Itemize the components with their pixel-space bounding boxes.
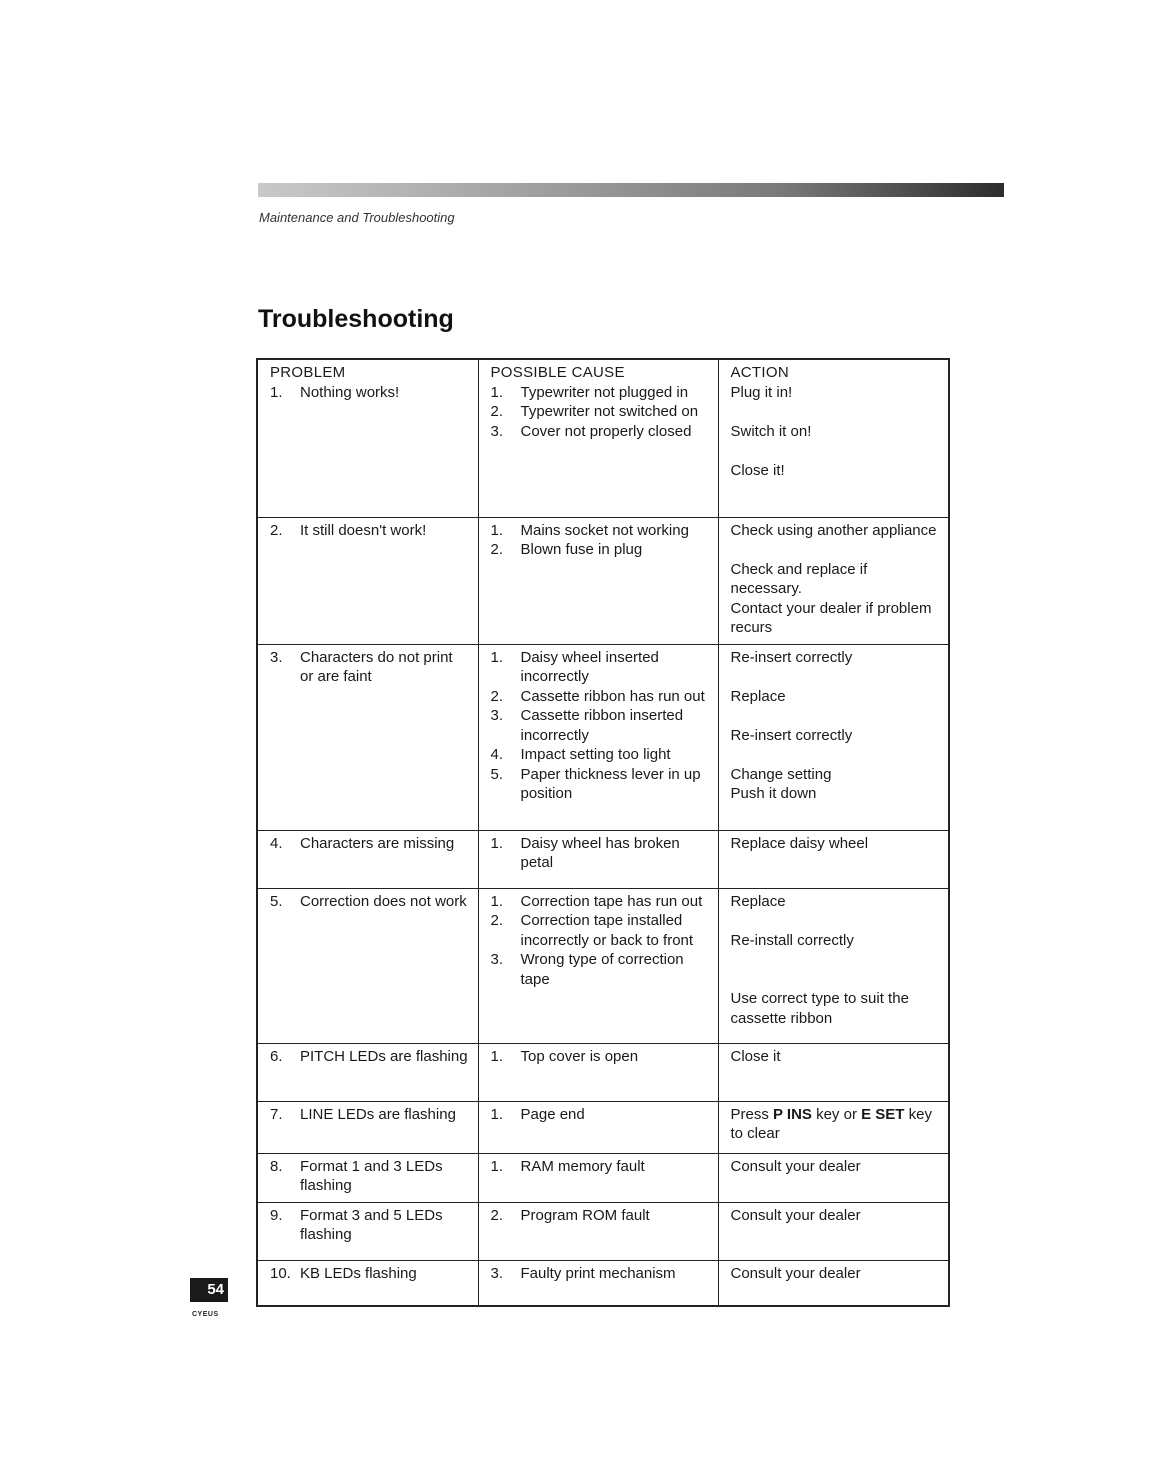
- cause-number: 4.: [490, 746, 504, 763]
- cause-cell: [478, 888, 718, 1043]
- action-text: Push it down: [730, 785, 817, 802]
- action-text: Plug it in!: [730, 383, 793, 401]
- cause-item: [491, 648, 710, 687]
- table-row: [257, 1101, 949, 1153]
- cause-item: [491, 1264, 710, 1284]
- action-cell: [718, 517, 949, 644]
- cause-number: 1.: [490, 383, 504, 401]
- problem-text: It still doesn't work!: [300, 521, 427, 539]
- cause-number: 2.: [490, 403, 504, 420]
- problem-text: Characters are missing: [300, 834, 455, 852]
- cause-number: 2.: [490, 1206, 504, 1224]
- problem-cell: [257, 1101, 478, 1153]
- cause-item: [491, 521, 710, 541]
- cause-item: [491, 745, 710, 765]
- cause-text: Correction tape installed incorrectly or back to front: [520, 912, 694, 949]
- cause-cell: [478, 1043, 718, 1101]
- cause-item: [491, 687, 710, 707]
- action-text: [731, 1106, 932, 1143]
- table-row: [257, 517, 949, 644]
- cause-number: 1.: [490, 892, 504, 910]
- action-cell: [718, 359, 949, 517]
- problem-number: 8.: [270, 1157, 283, 1175]
- cause-text: Impact setting too light: [520, 746, 671, 763]
- cause-item: [491, 706, 710, 745]
- problem-text: KB LEDs flashing: [300, 1264, 417, 1282]
- table-row: [257, 1202, 949, 1260]
- problem-cell: [257, 830, 478, 888]
- cause-number: 1.: [490, 1047, 504, 1065]
- action-text-part: Press: [730, 1105, 774, 1123]
- cause-cell: [478, 644, 718, 830]
- cause-text: Page end: [520, 1105, 585, 1123]
- action-text: Change setting: [730, 765, 832, 783]
- problem-cell: [257, 1043, 478, 1101]
- problem-number: 6.: [270, 1047, 283, 1065]
- cause-number: 1.: [490, 1157, 504, 1175]
- cause-item: [491, 540, 710, 560]
- cause-text: Cassette ribbon has run out: [520, 687, 705, 705]
- action-text: Consult your dealer: [730, 1206, 861, 1224]
- cause-number: 3.: [490, 1264, 504, 1282]
- action-text: Consult your dealer: [730, 1264, 861, 1282]
- cause-text: Wrong type of correction tape: [520, 951, 684, 988]
- cause-text: Daisy wheel inserted incorrectly: [520, 648, 659, 685]
- action-cell: [718, 1153, 949, 1202]
- problem-text: Format 1 and 3 LEDs flashing: [300, 1157, 443, 1194]
- problem-number: 7.: [270, 1105, 283, 1123]
- action-text: Close it!: [730, 461, 785, 479]
- action-text: Replace daisy wheel: [730, 834, 869, 852]
- cause-item: [491, 422, 710, 442]
- cause-item: [491, 911, 710, 950]
- action-cell: [718, 1260, 949, 1306]
- cause-item: [491, 950, 710, 989]
- action-text: Replace: [730, 892, 786, 910]
- page-title: Troubleshooting: [258, 305, 454, 333]
- problem-text: Characters do not print or are faint: [300, 648, 453, 685]
- cause-number: 2.: [490, 541, 504, 558]
- header-rule: [258, 183, 1004, 197]
- cause-number: 1.: [490, 648, 504, 666]
- cause-text: Faulty print mechanism: [520, 1264, 676, 1282]
- problem-number: 3.: [270, 648, 283, 666]
- problem-cell: [257, 359, 478, 517]
- problem-number: 9.: [270, 1206, 283, 1224]
- problem-number: 2.: [270, 521, 283, 539]
- key-name: E SET: [861, 1105, 905, 1123]
- column-header-cause: POSSIBLE CAUSE: [490, 364, 625, 381]
- action-text-part: key to clear: [730, 1105, 932, 1142]
- table-row: [257, 1260, 949, 1306]
- cause-text: Correction tape has run out: [520, 892, 703, 910]
- action-text: Contact your dealer if problem recurs: [730, 599, 932, 636]
- problem-text: LINE LEDs are flashing: [300, 1105, 456, 1123]
- cause-text: Daisy wheel has broken petal: [520, 834, 680, 871]
- action-text: Check and replace if necessary.: [730, 560, 868, 597]
- cause-number: 3.: [490, 951, 504, 968]
- problem-cell: [257, 517, 478, 644]
- page-number: 54: [190, 1278, 228, 1302]
- cause-cell: [478, 830, 718, 888]
- column-header-problem: PROBLEM: [270, 364, 346, 381]
- cause-item: [491, 1105, 710, 1125]
- cause-text: Cassette ribbon inserted incorrectly: [520, 707, 684, 744]
- problem-number: 10.: [270, 1264, 291, 1282]
- action-cell: [718, 830, 949, 888]
- action-cell: [718, 1043, 949, 1101]
- column-header-action: ACTION: [730, 364, 789, 381]
- table-row: [257, 1153, 949, 1202]
- cause-text: Top cover is open: [520, 1047, 639, 1065]
- action-text: Re-insert correctly: [730, 726, 853, 744]
- cause-number: 2.: [490, 687, 504, 705]
- cause-text: Typewriter not switched on: [520, 403, 699, 420]
- cause-cell: [478, 1202, 718, 1260]
- action-text-part: key or: [811, 1105, 862, 1123]
- cause-item: [491, 1047, 710, 1067]
- action-text: Re-install correctly: [730, 931, 854, 949]
- cause-number: 1.: [490, 834, 504, 852]
- action-text: Use correct type to suit the cassette ribbon: [730, 990, 909, 1027]
- table-row: [257, 359, 949, 517]
- cause-item: [491, 402, 710, 422]
- action-text: Consult your dealer: [730, 1157, 861, 1175]
- table-row: [257, 1043, 949, 1101]
- action-text: Replace: [730, 687, 786, 705]
- action-text: Switch it on!: [730, 422, 812, 440]
- cause-text: Program ROM fault: [520, 1206, 650, 1224]
- action-text: Re-insert correctly: [730, 648, 853, 666]
- cause-text: Paper thickness lever in up position: [520, 765, 701, 802]
- action-cell: [718, 644, 949, 830]
- problem-text: Nothing works!: [300, 383, 400, 401]
- cause-cell: [478, 1153, 718, 1202]
- cause-cell: [478, 1101, 718, 1153]
- cause-number: 5.: [490, 765, 504, 783]
- cause-item: [491, 765, 710, 804]
- problem-cell: [257, 644, 478, 830]
- table-row: [257, 644, 949, 830]
- table-row: [257, 888, 949, 1043]
- brand-mark: CYEUS: [192, 1311, 219, 1318]
- action-text: Close it: [730, 1047, 781, 1065]
- cause-item: [491, 383, 710, 403]
- cause-number: 1.: [490, 1105, 504, 1123]
- problem-text: PITCH LEDs are flashing: [300, 1047, 468, 1065]
- problem-number: 4.: [270, 834, 283, 852]
- problem-number: 1.: [270, 383, 283, 401]
- cause-item: [491, 1206, 710, 1226]
- cause-text: Typewriter not plugged in: [520, 383, 689, 401]
- problem-cell: [257, 1153, 478, 1202]
- cause-number: 3.: [490, 707, 504, 724]
- cause-cell: [478, 359, 718, 517]
- cause-item: [491, 892, 710, 912]
- action-cell: [718, 1202, 949, 1260]
- cause-text: Cover not properly closed: [520, 422, 692, 440]
- action-text: Check using another appliance: [730, 521, 937, 539]
- key-name: P INS: [773, 1105, 812, 1123]
- cause-text: Mains socket not working: [520, 521, 689, 539]
- cause-text: Blown fuse in plug: [520, 541, 643, 558]
- cause-number: 2.: [490, 912, 504, 929]
- problem-cell: [257, 888, 478, 1043]
- problem-text: Format 3 and 5 LEDs flashing: [300, 1206, 443, 1243]
- problem-text: Correction does not work: [300, 892, 467, 910]
- cause-number: 3.: [490, 422, 504, 440]
- table-row: [257, 830, 949, 888]
- problem-cell: [257, 1260, 478, 1306]
- cause-item: [491, 834, 710, 873]
- running-head: Maintenance and Troubleshooting: [259, 210, 455, 225]
- cause-item: [491, 1157, 710, 1177]
- problem-cell: [257, 1202, 478, 1260]
- cause-number: 1.: [490, 521, 504, 539]
- problem-number: 5.: [270, 892, 283, 910]
- action-cell: [718, 1101, 949, 1153]
- cause-cell: [478, 1260, 718, 1306]
- troubleshooting-table: [256, 358, 950, 1307]
- cause-text: RAM memory fault: [520, 1157, 645, 1175]
- action-cell: [718, 888, 949, 1043]
- cause-cell: [478, 517, 718, 644]
